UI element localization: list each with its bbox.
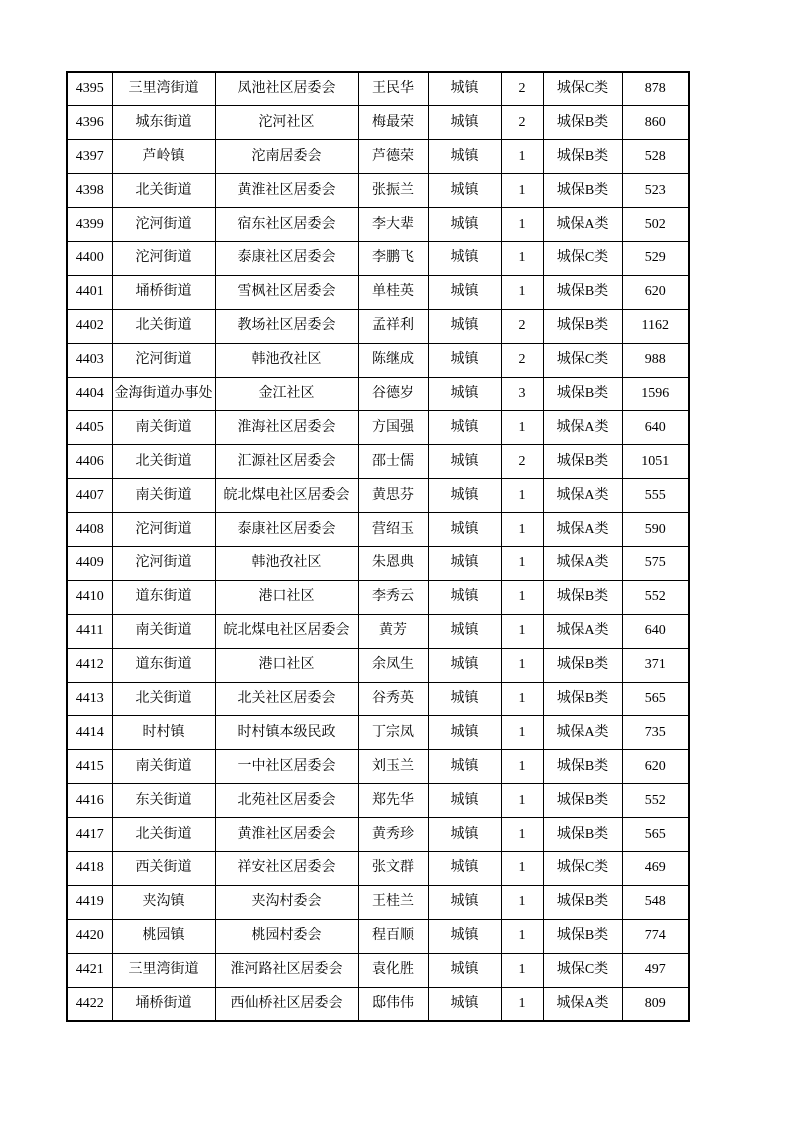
cell-amount: 565	[622, 818, 689, 852]
cell-street-town: 南关街道	[112, 479, 215, 513]
table-row	[67, 818, 689, 852]
table-row	[67, 241, 689, 275]
cell-street-town: 道东街道	[112, 580, 215, 614]
cell-subsidy-category: 城保C类	[543, 343, 622, 377]
cell-serial-number: 4411	[67, 614, 112, 648]
cell-street-town: 金海街道办事处	[112, 377, 215, 411]
beneficiary-table	[66, 71, 690, 1022]
cell-amount: 774	[622, 919, 689, 953]
cell-community: 皖北煤电社区居委会	[215, 479, 358, 513]
cell-serial-number: 4419	[67, 885, 112, 919]
cell-street-town: 南关街道	[112, 614, 215, 648]
cell-person-name: 黄思芬	[358, 479, 428, 513]
cell-serial-number: 4397	[67, 140, 112, 174]
table-row	[67, 648, 689, 682]
cell-street-town: 北关街道	[112, 818, 215, 852]
cell-subsidy-category: 城保B类	[543, 648, 622, 682]
cell-serial-number: 4401	[67, 275, 112, 309]
cell-household-type: 城镇	[428, 174, 501, 208]
cell-person-name: 李秀云	[358, 580, 428, 614]
cell-community: 夹沟村委会	[215, 885, 358, 919]
cell-subsidy-category: 城保A类	[543, 479, 622, 513]
cell-amount: 860	[622, 106, 689, 140]
cell-street-town: 芦岭镇	[112, 140, 215, 174]
cell-amount: 371	[622, 648, 689, 682]
cell-street-town: 北关街道	[112, 445, 215, 479]
cell-household-type: 城镇	[428, 885, 501, 919]
cell-street-town: 沱河街道	[112, 546, 215, 580]
cell-household-type: 城镇	[428, 953, 501, 987]
cell-serial-number: 4402	[67, 309, 112, 343]
cell-serial-number: 4404	[67, 377, 112, 411]
cell-household-type: 城镇	[428, 140, 501, 174]
cell-person-count: 1	[501, 479, 543, 513]
cell-amount: 552	[622, 580, 689, 614]
cell-person-name: 芦德荣	[358, 140, 428, 174]
cell-serial-number: 4400	[67, 241, 112, 275]
cell-person-name: 陈继成	[358, 343, 428, 377]
cell-person-count: 1	[501, 648, 543, 682]
cell-person-name: 袁化胜	[358, 953, 428, 987]
cell-person-count: 1	[501, 919, 543, 953]
cell-community: 黄淮社区居委会	[215, 818, 358, 852]
cell-person-name: 丁宗凤	[358, 716, 428, 750]
table-row	[67, 479, 689, 513]
table-row	[67, 580, 689, 614]
cell-household-type: 城镇	[428, 479, 501, 513]
cell-household-type: 城镇	[428, 241, 501, 275]
cell-serial-number: 4399	[67, 208, 112, 242]
cell-person-count: 1	[501, 750, 543, 784]
cell-subsidy-category: 城保B类	[543, 445, 622, 479]
cell-community: 港口社区	[215, 580, 358, 614]
cell-subsidy-category: 城保B类	[543, 140, 622, 174]
cell-person-count: 1	[501, 614, 543, 648]
cell-street-town: 北关街道	[112, 174, 215, 208]
cell-subsidy-category: 城保A类	[543, 987, 622, 1021]
cell-subsidy-category: 城保C类	[543, 241, 622, 275]
cell-person-count: 3	[501, 377, 543, 411]
cell-community: 沱南居委会	[215, 140, 358, 174]
table-row	[67, 987, 689, 1021]
cell-household-type: 城镇	[428, 750, 501, 784]
cell-community: 韩池孜社区	[215, 343, 358, 377]
cell-serial-number: 4398	[67, 174, 112, 208]
cell-street-town: 沱河街道	[112, 343, 215, 377]
cell-community: 港口社区	[215, 648, 358, 682]
cell-community: 淮海社区居委会	[215, 411, 358, 445]
table-row	[67, 546, 689, 580]
cell-person-count: 1	[501, 546, 543, 580]
cell-household-type: 城镇	[428, 445, 501, 479]
cell-household-type: 城镇	[428, 72, 501, 106]
cell-person-count: 2	[501, 445, 543, 479]
cell-amount: 552	[622, 784, 689, 818]
cell-person-name: 梅最荣	[358, 106, 428, 140]
cell-amount: 988	[622, 343, 689, 377]
cell-person-name: 谷德岁	[358, 377, 428, 411]
cell-amount: 620	[622, 750, 689, 784]
cell-person-count: 1	[501, 851, 543, 885]
cell-street-town: 道东街道	[112, 648, 215, 682]
cell-serial-number: 4412	[67, 648, 112, 682]
cell-person-count: 1	[501, 208, 543, 242]
cell-community: 沱河社区	[215, 106, 358, 140]
cell-street-town: 时村镇	[112, 716, 215, 750]
cell-community: 北苑社区居委会	[215, 784, 358, 818]
cell-person-count: 1	[501, 241, 543, 275]
cell-person-name: 黄芳	[358, 614, 428, 648]
cell-household-type: 城镇	[428, 614, 501, 648]
cell-household-type: 城镇	[428, 919, 501, 953]
cell-subsidy-category: 城保B类	[543, 377, 622, 411]
cell-subsidy-category: 城保A类	[543, 546, 622, 580]
cell-amount: 640	[622, 411, 689, 445]
cell-subsidy-category: 城保C类	[543, 953, 622, 987]
cell-street-town: 桃园镇	[112, 919, 215, 953]
cell-subsidy-category: 城保B类	[543, 174, 622, 208]
cell-person-count: 1	[501, 716, 543, 750]
cell-person-count: 1	[501, 818, 543, 852]
cell-household-type: 城镇	[428, 343, 501, 377]
table-row	[67, 106, 689, 140]
cell-community: 金江社区	[215, 377, 358, 411]
cell-person-count: 1	[501, 174, 543, 208]
cell-serial-number: 4413	[67, 682, 112, 716]
cell-community: 皖北煤电社区居委会	[215, 614, 358, 648]
cell-community: 教场社区居委会	[215, 309, 358, 343]
cell-person-count: 1	[501, 784, 543, 818]
cell-serial-number: 4395	[67, 72, 112, 106]
cell-person-name: 王民华	[358, 72, 428, 106]
cell-community: 一中社区居委会	[215, 750, 358, 784]
cell-community: 时村镇本级民政	[215, 716, 358, 750]
cell-person-name: 余凤生	[358, 648, 428, 682]
cell-household-type: 城镇	[428, 377, 501, 411]
cell-person-name: 孟祥利	[358, 309, 428, 343]
cell-subsidy-category: 城保B类	[543, 919, 622, 953]
table-row	[67, 275, 689, 309]
cell-person-count: 1	[501, 885, 543, 919]
cell-subsidy-category: 城保B类	[543, 750, 622, 784]
cell-subsidy-category: 城保A类	[543, 411, 622, 445]
cell-subsidy-category: 城保A类	[543, 614, 622, 648]
cell-household-type: 城镇	[428, 546, 501, 580]
cell-person-name: 李大辈	[358, 208, 428, 242]
cell-person-name: 邸伟伟	[358, 987, 428, 1021]
cell-serial-number: 4410	[67, 580, 112, 614]
cell-community: 雪枫社区居委会	[215, 275, 358, 309]
cell-amount: 809	[622, 987, 689, 1021]
cell-household-type: 城镇	[428, 106, 501, 140]
cell-person-count: 1	[501, 987, 543, 1021]
cell-person-name: 方国强	[358, 411, 428, 445]
cell-subsidy-category: 城保B类	[543, 682, 622, 716]
cell-community: 泰康社区居委会	[215, 241, 358, 275]
cell-amount: 548	[622, 885, 689, 919]
cell-street-town: 埇桥街道	[112, 275, 215, 309]
cell-serial-number: 4415	[67, 750, 112, 784]
cell-amount: 555	[622, 479, 689, 513]
cell-amount: 575	[622, 546, 689, 580]
cell-person-name: 刘玉兰	[358, 750, 428, 784]
cell-household-type: 城镇	[428, 208, 501, 242]
cell-person-name: 谷秀英	[358, 682, 428, 716]
cell-community: 泰康社区居委会	[215, 513, 358, 547]
cell-community: 西仙桥社区居委会	[215, 987, 358, 1021]
cell-serial-number: 4421	[67, 953, 112, 987]
cell-amount: 565	[622, 682, 689, 716]
cell-subsidy-category: 城保B类	[543, 580, 622, 614]
cell-community: 韩池孜社区	[215, 546, 358, 580]
cell-person-name: 张振兰	[358, 174, 428, 208]
cell-community: 汇源社区居委会	[215, 445, 358, 479]
cell-person-count: 1	[501, 682, 543, 716]
cell-subsidy-category: 城保B类	[543, 818, 622, 852]
cell-amount: 1051	[622, 445, 689, 479]
cell-household-type: 城镇	[428, 784, 501, 818]
table-body	[67, 72, 689, 1021]
table-row	[67, 377, 689, 411]
table-row	[67, 614, 689, 648]
cell-community: 黄淮社区居委会	[215, 174, 358, 208]
cell-street-town: 三里湾街道	[112, 72, 215, 106]
cell-street-town: 南关街道	[112, 750, 215, 784]
cell-amount: 469	[622, 851, 689, 885]
cell-person-count: 1	[501, 275, 543, 309]
table-row	[67, 309, 689, 343]
cell-street-town: 西关街道	[112, 851, 215, 885]
table-row	[67, 445, 689, 479]
cell-street-town: 北关街道	[112, 682, 215, 716]
cell-amount: 502	[622, 208, 689, 242]
table-row	[67, 682, 689, 716]
cell-household-type: 城镇	[428, 411, 501, 445]
cell-subsidy-category: 城保B类	[543, 309, 622, 343]
cell-street-town: 三里湾街道	[112, 953, 215, 987]
table-row	[67, 784, 689, 818]
cell-amount: 528	[622, 140, 689, 174]
table-row	[67, 513, 689, 547]
cell-person-count: 1	[501, 513, 543, 547]
cell-serial-number: 4417	[67, 818, 112, 852]
cell-community: 祥安社区居委会	[215, 851, 358, 885]
cell-serial-number: 4422	[67, 987, 112, 1021]
cell-community: 宿东社区居委会	[215, 208, 358, 242]
cell-serial-number: 4405	[67, 411, 112, 445]
cell-subsidy-category: 城保A类	[543, 513, 622, 547]
cell-community: 桃园村委会	[215, 919, 358, 953]
cell-amount: 497	[622, 953, 689, 987]
cell-community: 北关社区居委会	[215, 682, 358, 716]
cell-street-town: 沱河街道	[112, 513, 215, 547]
cell-subsidy-category: 城保C类	[543, 851, 622, 885]
cell-person-count: 2	[501, 106, 543, 140]
cell-household-type: 城镇	[428, 682, 501, 716]
cell-subsidy-category: 城保A类	[543, 716, 622, 750]
cell-street-town: 沱河街道	[112, 241, 215, 275]
cell-person-name: 黄秀珍	[358, 818, 428, 852]
table-row	[67, 716, 689, 750]
table-row	[67, 343, 689, 377]
cell-person-count: 2	[501, 343, 543, 377]
cell-household-type: 城镇	[428, 716, 501, 750]
table-row	[67, 208, 689, 242]
table-row	[67, 851, 689, 885]
cell-amount: 620	[622, 275, 689, 309]
table-row	[67, 953, 689, 987]
cell-amount: 523	[622, 174, 689, 208]
table-row	[67, 174, 689, 208]
cell-serial-number: 4418	[67, 851, 112, 885]
cell-subsidy-category: 城保B类	[543, 885, 622, 919]
cell-amount: 735	[622, 716, 689, 750]
cell-subsidy-category: 城保A类	[543, 208, 622, 242]
cell-person-count: 2	[501, 72, 543, 106]
cell-household-type: 城镇	[428, 580, 501, 614]
cell-person-name: 朱恩典	[358, 546, 428, 580]
cell-person-count: 2	[501, 309, 543, 343]
cell-person-name: 张文群	[358, 851, 428, 885]
cell-serial-number: 4408	[67, 513, 112, 547]
cell-subsidy-category: 城保C类	[543, 72, 622, 106]
cell-person-name: 单桂英	[358, 275, 428, 309]
cell-person-name: 王桂兰	[358, 885, 428, 919]
table-row	[67, 72, 689, 106]
cell-serial-number: 4416	[67, 784, 112, 818]
cell-person-count: 1	[501, 140, 543, 174]
cell-street-town: 东关街道	[112, 784, 215, 818]
cell-subsidy-category: 城保B类	[543, 106, 622, 140]
cell-serial-number: 4403	[67, 343, 112, 377]
cell-subsidy-category: 城保B类	[543, 784, 622, 818]
cell-household-type: 城镇	[428, 987, 501, 1021]
cell-household-type: 城镇	[428, 818, 501, 852]
cell-person-count: 1	[501, 411, 543, 445]
cell-person-name: 邵士儒	[358, 445, 428, 479]
table-row	[67, 885, 689, 919]
cell-amount: 878	[622, 72, 689, 106]
cell-street-town: 北关街道	[112, 309, 215, 343]
table-row	[67, 750, 689, 784]
cell-person-name: 程百顺	[358, 919, 428, 953]
cell-amount: 529	[622, 241, 689, 275]
table-row	[67, 919, 689, 953]
cell-serial-number: 4409	[67, 546, 112, 580]
cell-person-name: 营绍玉	[358, 513, 428, 547]
cell-serial-number: 4407	[67, 479, 112, 513]
cell-community: 淮河路社区居委会	[215, 953, 358, 987]
cell-street-town: 沱河街道	[112, 208, 215, 242]
cell-person-count: 1	[501, 953, 543, 987]
table-row	[67, 140, 689, 174]
cell-serial-number: 4414	[67, 716, 112, 750]
cell-community: 凤池社区居委会	[215, 72, 358, 106]
cell-household-type: 城镇	[428, 309, 501, 343]
cell-amount: 640	[622, 614, 689, 648]
cell-household-type: 城镇	[428, 513, 501, 547]
cell-street-town: 埇桥街道	[112, 987, 215, 1021]
cell-subsidy-category: 城保B类	[543, 275, 622, 309]
cell-serial-number: 4396	[67, 106, 112, 140]
cell-person-name: 李鹏飞	[358, 241, 428, 275]
cell-household-type: 城镇	[428, 275, 501, 309]
cell-amount: 1596	[622, 377, 689, 411]
cell-amount: 590	[622, 513, 689, 547]
cell-household-type: 城镇	[428, 851, 501, 885]
cell-serial-number: 4420	[67, 919, 112, 953]
cell-street-town: 城东街道	[112, 106, 215, 140]
cell-street-town: 夹沟镇	[112, 885, 215, 919]
cell-person-count: 1	[501, 580, 543, 614]
cell-serial-number: 4406	[67, 445, 112, 479]
table-row	[67, 411, 689, 445]
cell-household-type: 城镇	[428, 648, 501, 682]
cell-amount: 1162	[622, 309, 689, 343]
cell-person-name: 郑先华	[358, 784, 428, 818]
cell-street-town: 南关街道	[112, 411, 215, 445]
